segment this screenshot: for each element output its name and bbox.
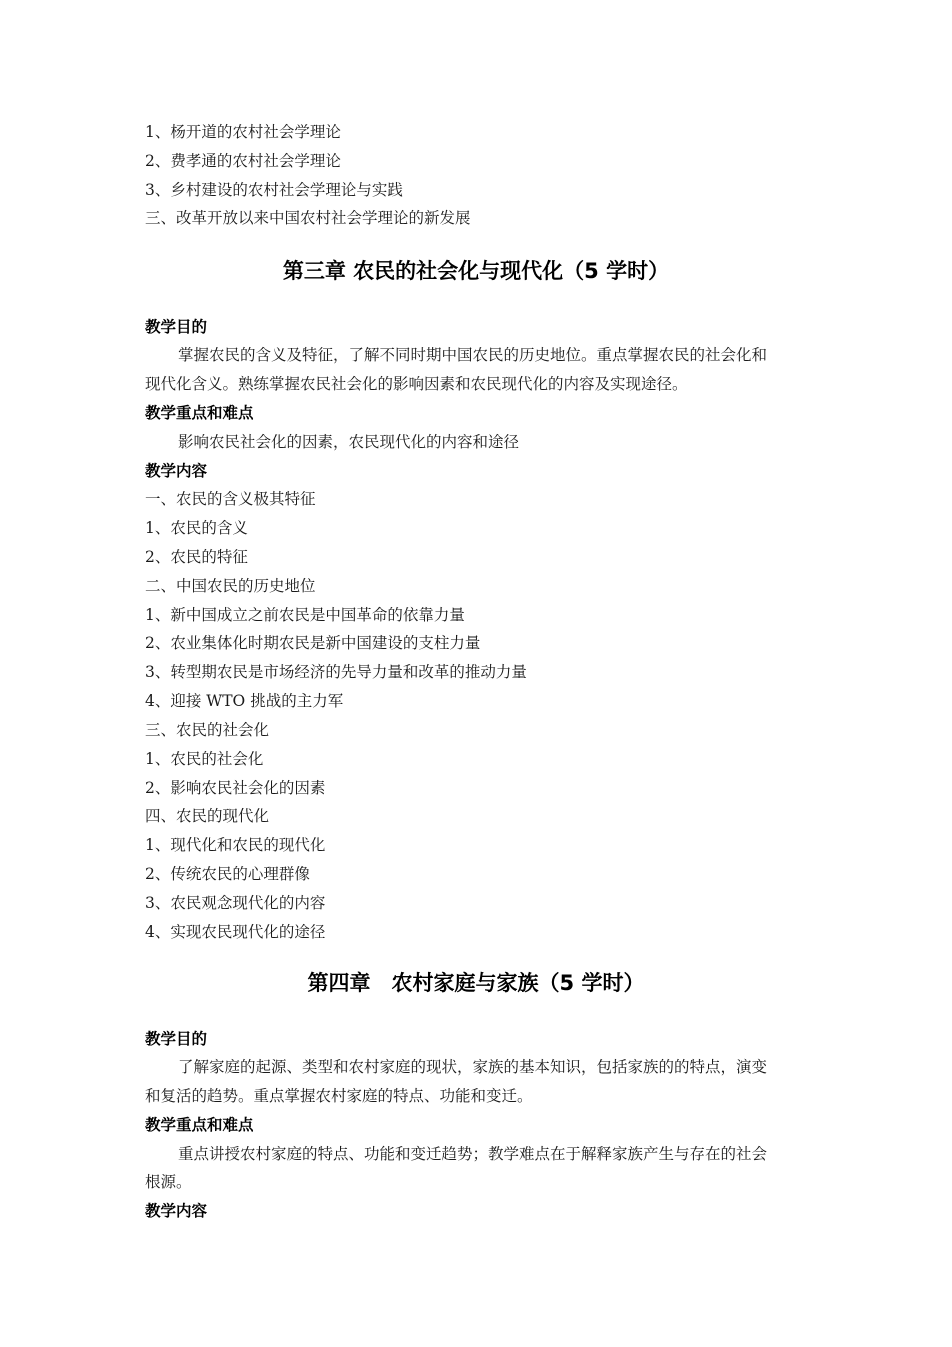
- list-item: 四、农民的现代化: [145, 807, 270, 825]
- list-item: 1、杨开道的农村社会学理论: [145, 123, 341, 141]
- list-item: 1、农民的社会化: [145, 750, 264, 768]
- chapter-4-goal-label: 教学目的: [145, 1030, 208, 1048]
- chapter-3-title: 第三章 农民的社会化与现代化（5 学时）: [282, 259, 670, 283]
- chapter-4-key-label: 教学重点和难点: [145, 1116, 254, 1134]
- chapter-3-goal-label: 教学目的: [145, 318, 208, 336]
- chapter-4-title: 第四章 农村家庭与家族（5 学时）: [307, 971, 645, 995]
- list-item: 2、费孝通的农村社会学理论: [145, 152, 341, 170]
- chapter-3-goal-text: 掌握农民的含义及特征，了解不同时期中国农民的历史地位。重点掌握农民的社会化和: [178, 346, 768, 364]
- list-item: 2、影响农民社会化的因素: [145, 779, 326, 797]
- list-item: 2、农业集体化时期农民是新中国建设的支柱力量: [145, 634, 481, 652]
- chapter-4-goal-text: 了解家庭的起源、类型和农村家庭的现状，家族的基本知识，包括家族的的特点，演变: [178, 1058, 768, 1076]
- list-item: 1、现代化和农民的现代化: [145, 836, 326, 854]
- chapter-3-key-text: 影响农民社会化的因素，农民现代化的内容和途径: [178, 433, 520, 451]
- chapter-3-content-label: 教学内容: [145, 462, 208, 480]
- list-item: 2、农民的特征: [145, 548, 248, 566]
- list-item: 三、改革开放以来中国农村社会学理论的新发展: [145, 209, 471, 227]
- list-item: 4、实现农民现代化的途径: [145, 923, 326, 941]
- list-item: 一、农民的含义极其特征: [145, 490, 316, 508]
- chapter-3-goal-text: 现代化含义。熟练掌握农民社会化的影响因素和农民现代化的内容及实现途径。: [145, 375, 688, 393]
- chapter-3-key-label: 教学重点和难点: [145, 404, 254, 422]
- chapter-4-key-text: 重点讲授农村家庭的特点、功能和变迁趋势；教学难点在于解释家族产生与存在的社会: [178, 1145, 768, 1163]
- chapter-4-content-label: 教学内容: [145, 1202, 208, 1220]
- chapter-4-key-text: 根源。: [145, 1173, 192, 1191]
- list-item: 4、迎接 WTO 挑战的主力军: [145, 692, 344, 710]
- list-item: 1、新中国成立之前农民是中国革命的依靠力量: [145, 606, 465, 624]
- list-item: 3、农民观念现代化的内容: [145, 894, 326, 912]
- list-item: 二、中国农民的历史地位: [145, 577, 316, 595]
- list-item: 三、农民的社会化: [145, 721, 270, 739]
- list-item: 3、乡村建设的农村社会学理论与实践: [145, 181, 403, 199]
- list-item: 1、农民的含义: [145, 519, 248, 537]
- list-item: 2、传统农民的心理群像: [145, 865, 310, 883]
- list-item: 3、转型期农民是市场经济的先导力量和改革的推动力量: [145, 663, 527, 681]
- chapter-4-goal-text: 和复活的趋势。重点掌握农村家庭的特点、功能和变迁。: [145, 1087, 533, 1105]
